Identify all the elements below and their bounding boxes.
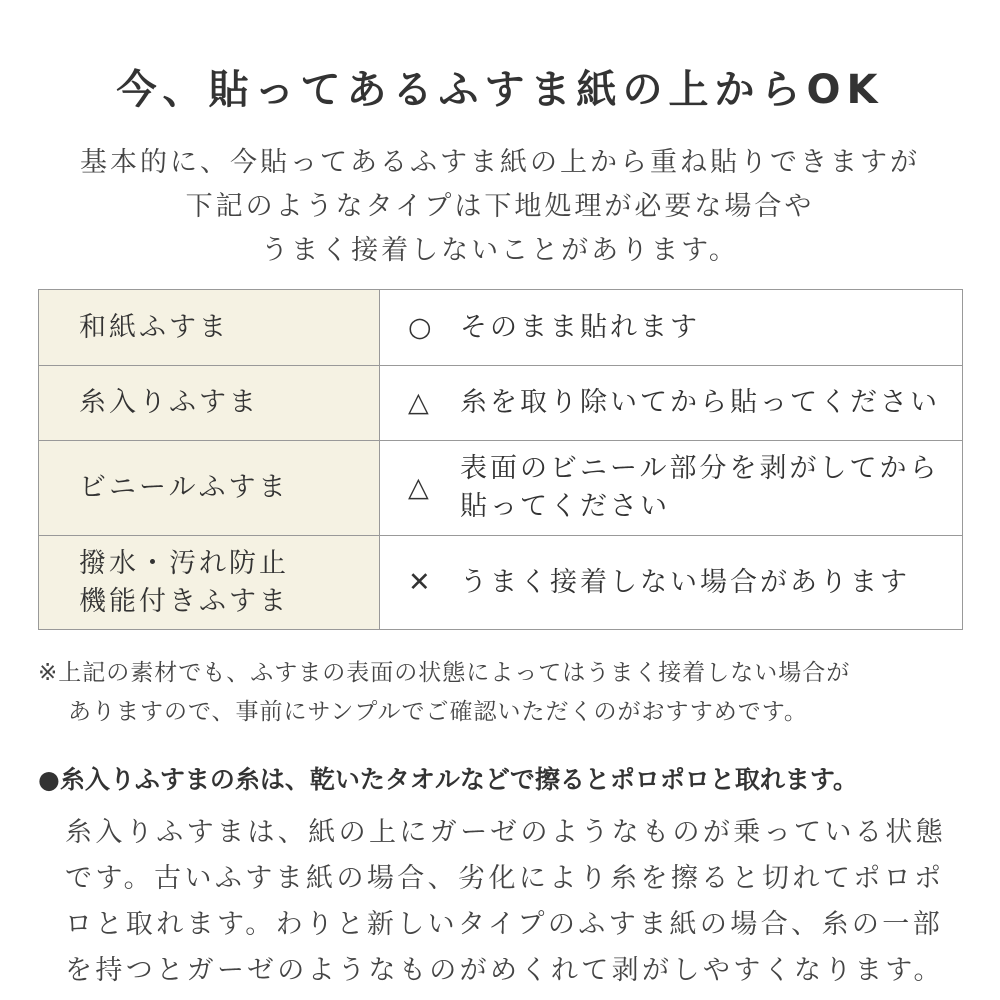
paragraph-line: 糸入りふすまは、紙の上にガーゼのようなものが乗っている状態 xyxy=(65,817,947,848)
note-line: ※上記の素材でも、ふすまの表面の状態によってはうまく接着しない場合が xyxy=(38,660,851,686)
result-text: そのまま貼れます xyxy=(460,311,700,343)
fusuma-type xyxy=(39,536,380,630)
triangle-icon: △ xyxy=(408,387,432,419)
fusuma-type: 和紙ふすま xyxy=(39,290,380,366)
table-row xyxy=(39,536,963,630)
cross-icon: ✕ xyxy=(408,566,434,598)
table-row xyxy=(39,441,963,536)
result-cell xyxy=(380,366,963,441)
fusuma-type: ビニールふすま xyxy=(39,441,380,536)
intro-line: 基本的に、今貼ってあるふすま紙の上から重ね貼りできますが xyxy=(80,147,920,178)
intro-line: うまく接着しないことがあります。 xyxy=(261,235,739,266)
triangle-icon: △ xyxy=(408,472,432,503)
result-cell xyxy=(380,441,963,536)
result-cell xyxy=(380,290,963,366)
intro-line: 下記のようなタイプは下地処理が必要な場合や xyxy=(185,191,815,222)
table-row xyxy=(39,290,963,366)
compatibility-table xyxy=(38,289,963,630)
type-line: 撥水・汚れ防止 xyxy=(79,547,289,579)
result-text: うまく接着しない場合があります xyxy=(460,566,910,598)
result-text: 表面のビニール部分を剥がしてから xyxy=(460,453,940,484)
result-text-block xyxy=(460,450,939,526)
bullet-icon: ● xyxy=(38,765,60,794)
type-line: 機能付きふすま xyxy=(79,585,289,617)
result-text: 貼ってください xyxy=(460,491,670,522)
page-title: 今、貼ってあるふすま紙の上からOK xyxy=(116,67,884,113)
paragraph-line: ロと取れます。わりと新しいタイプのふすま紙の場合、糸の一部 xyxy=(65,909,944,940)
note-line: ありますので、事前にサンプルでご確認いただくのがおすすめです。 xyxy=(68,699,808,725)
result-text: 糸を取り除いてから貼ってください xyxy=(460,387,940,419)
paragraph-line: を持つとガーゼのようなものがめくれて剥がしやすくなります。 xyxy=(65,955,944,986)
bullet-heading xyxy=(38,760,858,796)
circle-icon: ○ xyxy=(408,311,435,343)
table-row xyxy=(39,366,963,441)
bullet-text: 糸入りふすまの糸は、乾いたタオルなどで擦るとポロポロと取れます。 xyxy=(59,765,858,794)
result-cell xyxy=(380,536,963,630)
paragraph-line: です。古いふすま紙の場合、劣化により糸を擦ると切れてポロポ xyxy=(65,863,945,894)
fusuma-type: 糸入りふすま xyxy=(39,366,380,441)
